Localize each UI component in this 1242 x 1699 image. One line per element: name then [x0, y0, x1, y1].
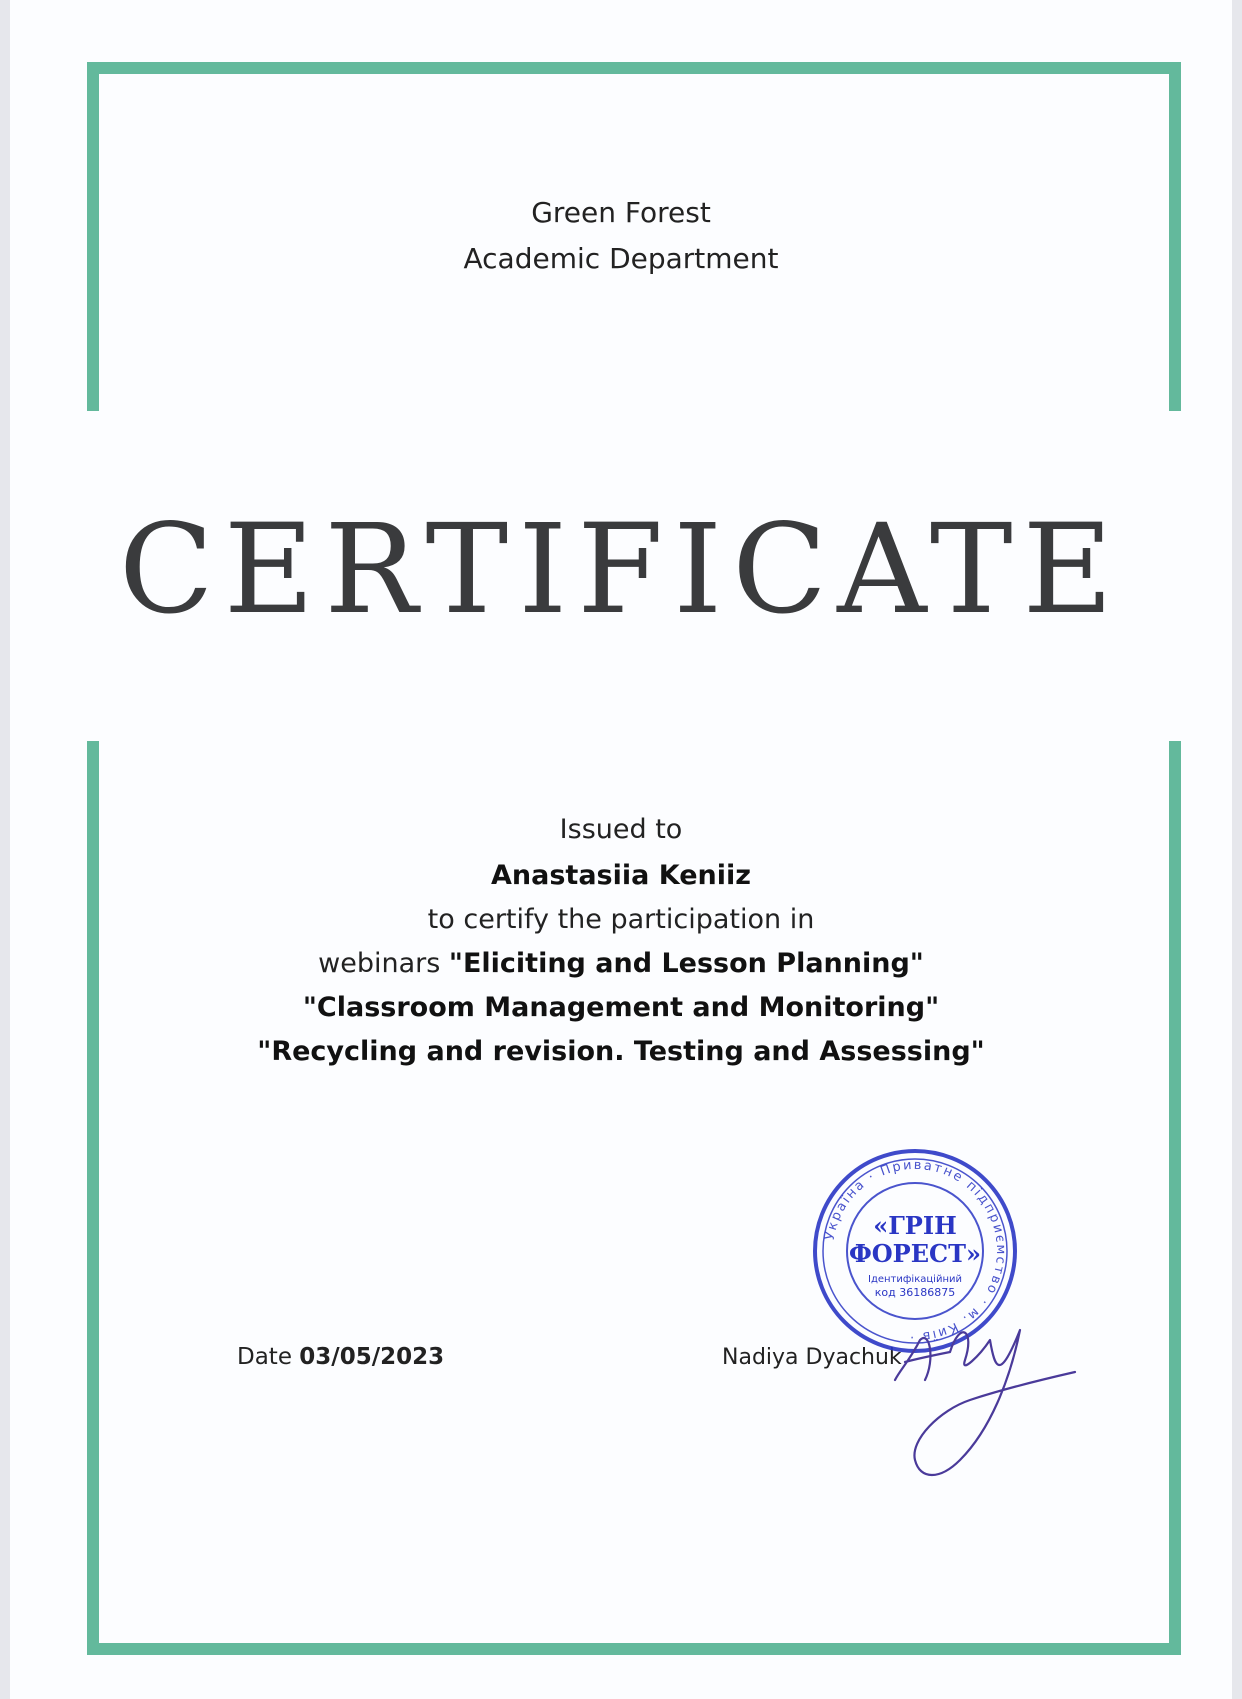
handwritten-signature — [880, 1300, 1080, 1490]
recipient-name-text: Anastasiia Keniiz — [491, 860, 751, 891]
webinar-title-3: "Recycling and revision. Testing and Assessing" — [257, 1036, 985, 1067]
organization-header — [0, 190, 1242, 282]
recipient-name — [0, 854, 1242, 898]
issued-to-label: Issued to — [559, 814, 683, 845]
purpose-text: to certify the participation in — [427, 904, 815, 935]
webinar-title-1: "Eliciting and Lesson Planning" — [448, 948, 924, 979]
organization-department: Academic Department — [463, 242, 779, 275]
stamp-ring-text: Україна · Приватне підприємство · м. Київ · — [822, 1157, 1009, 1345]
certificate-title: CERTIFICATE — [118, 498, 1124, 642]
webinars-label: webinars — [318, 948, 441, 979]
date-label: Date — [237, 1344, 292, 1370]
issue-date — [237, 1340, 444, 1374]
certificate-body — [0, 808, 1242, 1074]
stamp-id-label: Ідентифікаційний — [868, 1274, 962, 1285]
stamp-id-code: код 36186875 — [874, 1286, 956, 1299]
signer-name: Nadiya Dyachuk — [722, 1345, 902, 1370]
webinar-line-3 — [0, 1030, 1242, 1074]
webinar-line-2 — [0, 986, 1242, 1030]
webinar-title-2: "Classroom Management and Monitoring" — [302, 992, 940, 1023]
date-value: 03/05/2023 — [299, 1344, 445, 1370]
organization-name: Green Forest — [531, 196, 711, 229]
stamp-center-line-1: «ГРІН — [873, 1211, 957, 1240]
webinar-line-1 — [0, 942, 1242, 986]
stamp-center-line-2: ФОРЕСТ» — [849, 1239, 981, 1268]
